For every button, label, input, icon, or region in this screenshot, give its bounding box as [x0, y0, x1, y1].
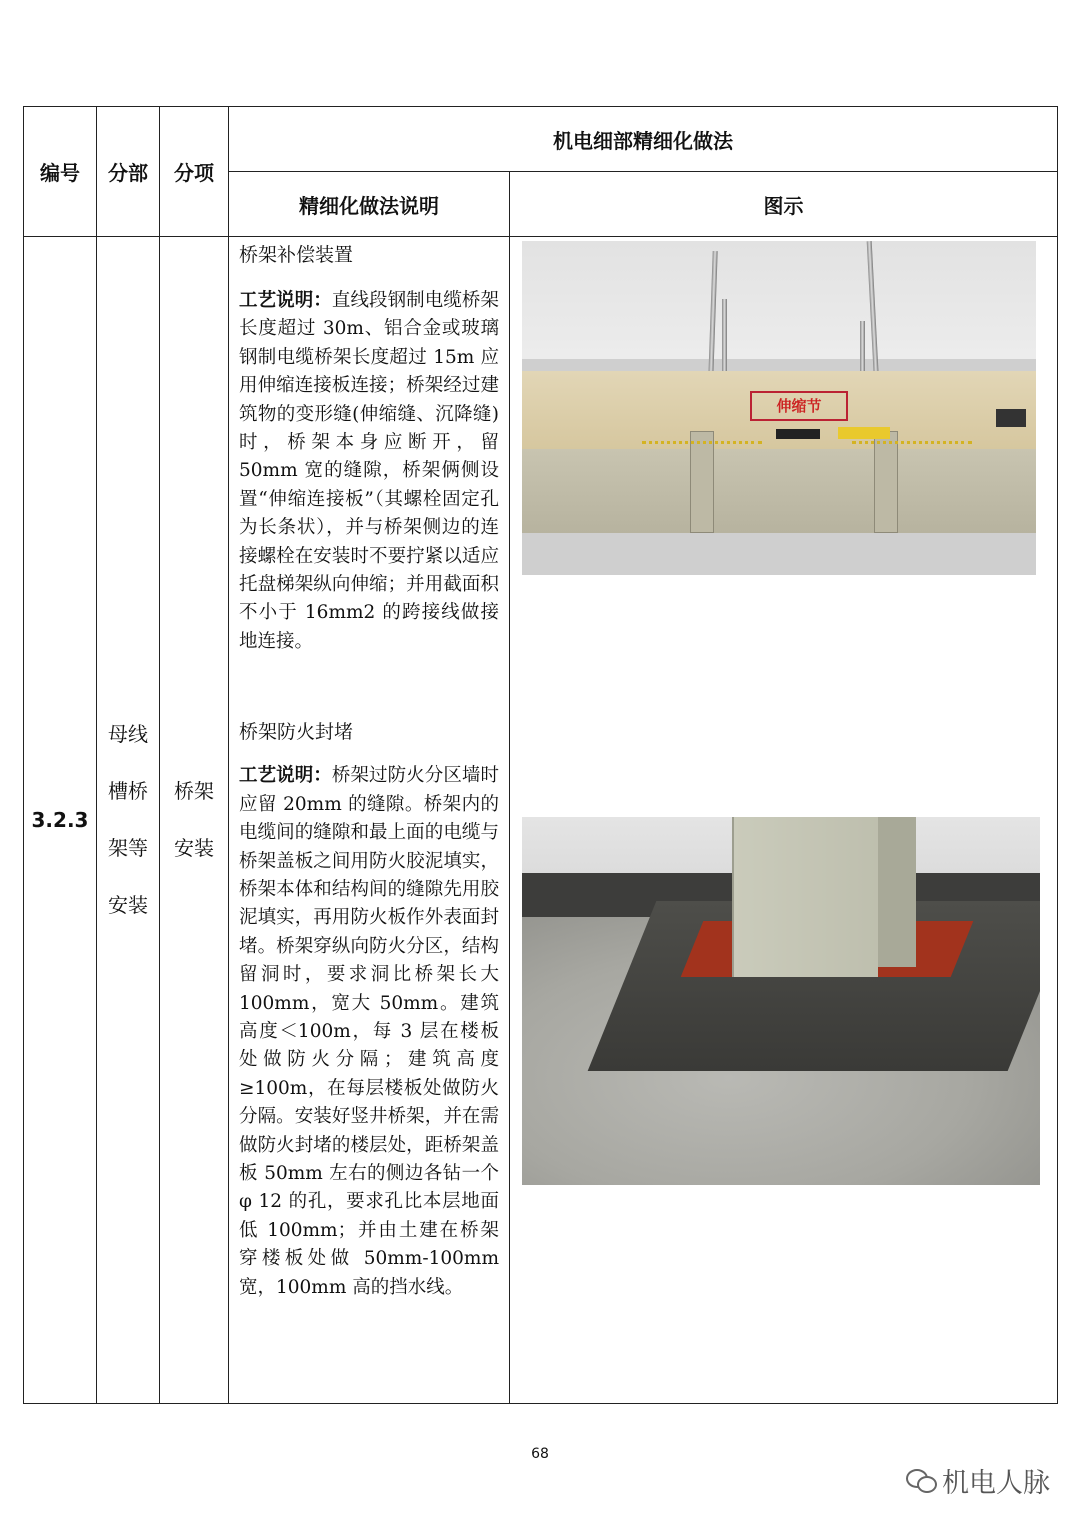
- section-body: [239, 287, 499, 656]
- row-division: [97, 237, 160, 1404]
- section-expansion: [239, 241, 499, 656]
- header-subitem: 分项: [160, 107, 229, 237]
- row-code: 3.2.3: [24, 237, 97, 1404]
- header-division: 分部: [97, 107, 160, 237]
- wechat-icon: [906, 1467, 936, 1493]
- section-label: 工艺说明：: [239, 290, 332, 311]
- division-line: 母线: [108, 722, 148, 746]
- header-main-title: 机电细部精细化做法: [229, 107, 1058, 172]
- expansion-joint-photo: [522, 241, 1036, 575]
- section-fire-seal: [239, 718, 499, 1302]
- header-code: 编号: [24, 107, 97, 237]
- spec-table: [23, 106, 1058, 1404]
- division-line: 槽桥: [108, 779, 148, 803]
- subitem-line: 安装: [174, 836, 214, 860]
- watermark-text: 机电人脉: [942, 1467, 1050, 1499]
- watermark: [906, 1462, 1050, 1498]
- expansion-plate-label: 伸缩节: [750, 391, 848, 421]
- section-body: [239, 762, 499, 1302]
- header-desc-col: 精细化做法说明: [229, 172, 510, 237]
- page-number: 68: [531, 1446, 549, 1462]
- section-title: 桥架补偿装置: [239, 244, 354, 266]
- section-title: 桥架防火封堵: [239, 721, 354, 744]
- subitem-line: 桥架: [174, 779, 214, 803]
- header-fig-col: 图示: [510, 172, 1058, 237]
- section-label: 工艺说明：: [239, 765, 332, 787]
- row-description: [229, 237, 510, 1404]
- row-figures: [510, 237, 1058, 1404]
- division-line: 安装: [108, 893, 148, 917]
- row-subitem: [160, 237, 229, 1404]
- section-text: 直线段钢制电缆桥架长度超过 30m、铝合金或玻璃钢制电缆桥架长度超过 15m 应用伸缩连接板连接；桥架经过建筑物的变形缝(伸缩缝、沉降缝)时，桥架本身应断开，留 50mm 宽的缝隙，桥架俩侧设置“伸缩连接板”（其螺栓固定孔为长条状），并与桥架侧边的连接螺栓在安装时不要拧紧以适应托盘梯架纵向伸缩；并用截面积不小于 16mm2 的跨接线做接地连接。: [239, 290, 499, 652]
- fire-seal-photo: [522, 817, 1040, 1185]
- division-line: 架等: [108, 836, 148, 860]
- section-text: 桥架过防火分区墙时应留 20mm 的缝隙。桥架内的电缆间的缝隙和最上面的电缆与桥架盖板之间用防火胶泥填实，桥架本体和结构间的缝隙先用胶泥填实，再用防火板作外表面封堵。桥架穿纵向防火分区，结构留洞时，要求洞比桥架长大 100mm，宽大 50mm。建筑高度＜100m，每 3 层在楼板处做防火分隔；建筑高度≥100m，在每层楼板处做防火分隔。安装好竖井桥架，并在需做防火封堵的楼层处，距桥架盖板 50mm 左右的侧边各钻一个φ 12 的孔，要求孔比本层地面低 100mm；并由土建在桥架穿楼板处做 50mm-100mm 宽，100mm 高的挡水线。: [239, 765, 499, 1298]
